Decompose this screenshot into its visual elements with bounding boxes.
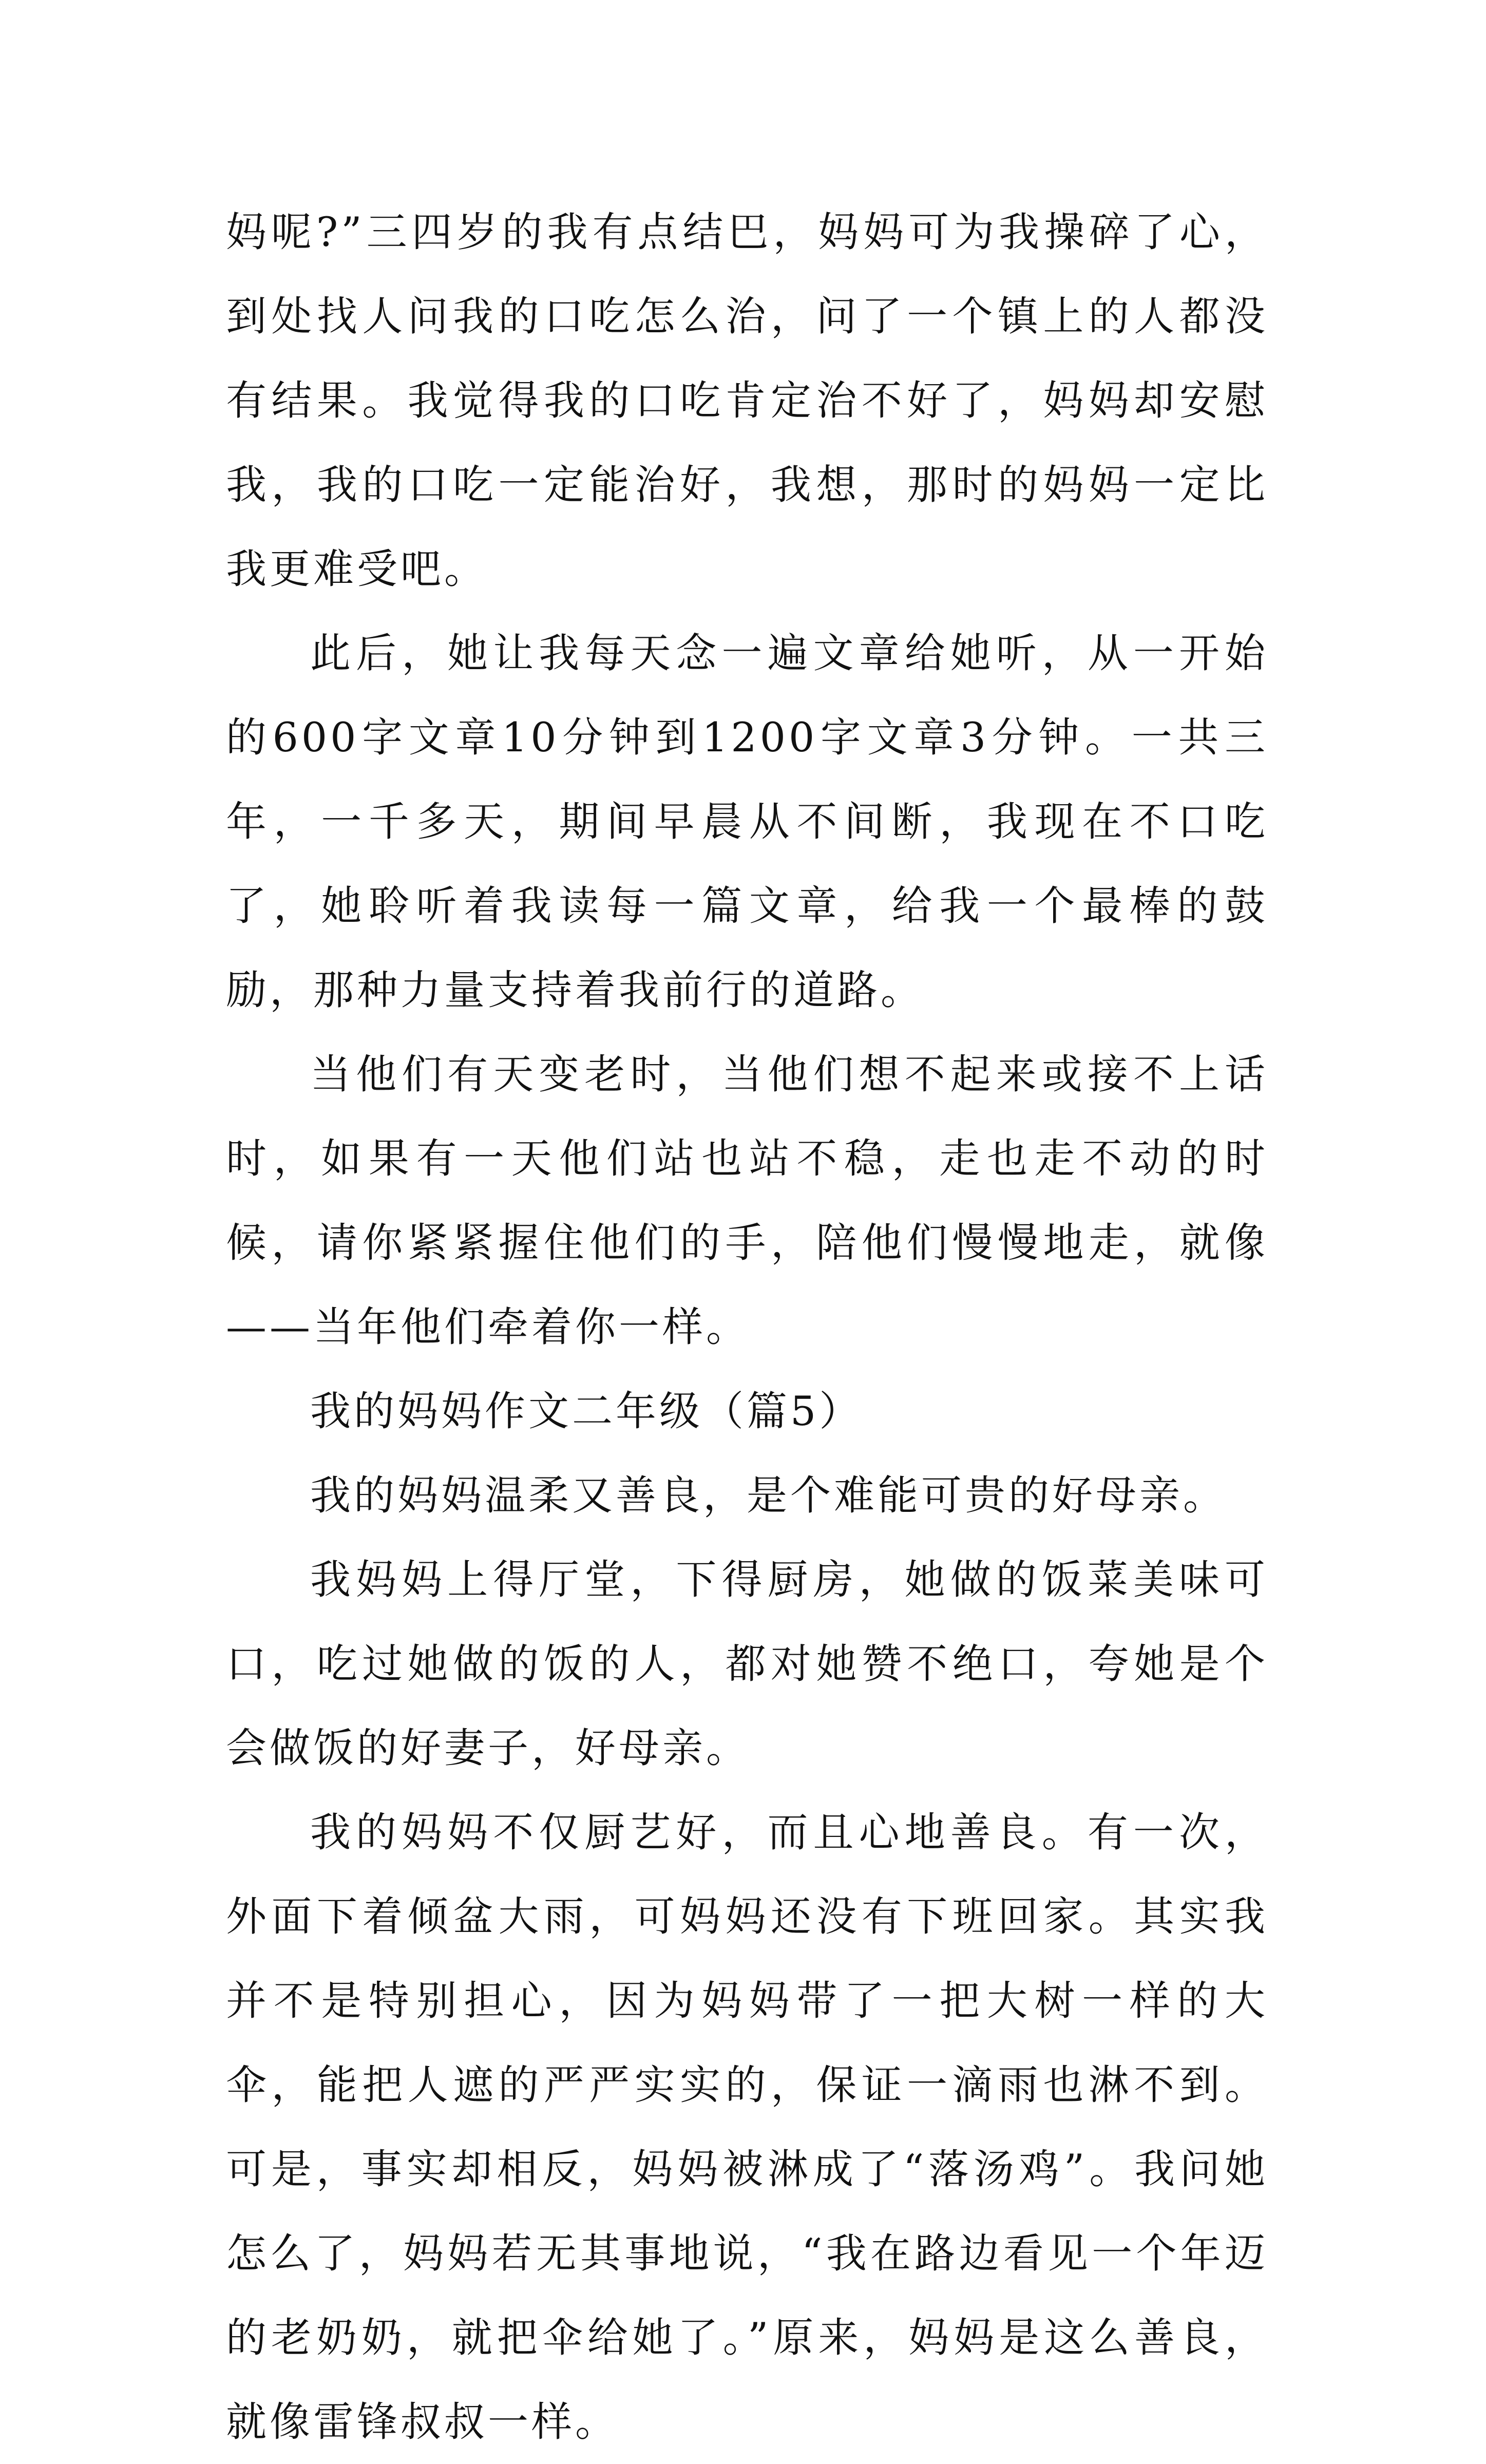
paragraph-cooking: 我妈妈上得厅堂，下得厨房，她做的饭菜美味可口，吃过她做的饭的人，都对她赞不绝口，夸她是个会做饭的好妻子，好母亲。 [226, 1556, 1268, 1772]
paragraph-continuation: 妈呢?”三四岁的我有点结巴，妈妈可为我操碎了心，到处找人问我的口吃怎么治，问了一个镇上的人都没有结果。我觉得我的口吃肯定治不好了，妈妈却安慰我，我的口吃一定能治好，我想，那时的妈妈一定比我更难受吧。 [226, 209, 1268, 593]
paragraph-kindness: 我的妈妈不仅厨艺好，而且心地善良。有一次，外面下着倾盆大雨，可妈妈还没有下班回家。其实我并不是特别担心，因为妈妈带了一把大树一样的大伞，能把人遮的严严实实的，保证一滴雨也淋不到。可是，事实却相反，妈妈被淋成了“落汤鸡”。我问她怎么了，妈妈若无其事地说，“我在路边看见一个年迈的老奶奶，就把伞给她了。”原来，妈妈是这么善良，就像雷锋叔叔一样。 [226, 1809, 1268, 2446]
section-heading: 我的妈妈作文二年级（篇5） [310, 1388, 863, 1435]
paragraph-reading-practice: 此后，她让我每天念一遍文章给她听，从一开始的600字文章10分钟到1200字文章3分钟。一共三年，一千多天，期间早晨从不间断，我现在不口吃了，她聆听着我读每一篇文章，给我一个最棒的鼓励，那种力量支持着我前行的道路。 [226, 630, 1268, 1014]
paragraph-intro: 我的妈妈温柔又善良，是个难能可贵的好母亲。 [310, 1472, 1227, 1519]
document-body [226, 190, 1268, 2464]
paragraph-parents-aging: 当他们有天变老时，当他们想不起来或接不上话时，如果有一天他们站也站不稳，走也走不动的时候，请你紧紧握住他们的手，陪他们慢慢地走，就像——当年他们牵着你一样。 [226, 1051, 1268, 1351]
